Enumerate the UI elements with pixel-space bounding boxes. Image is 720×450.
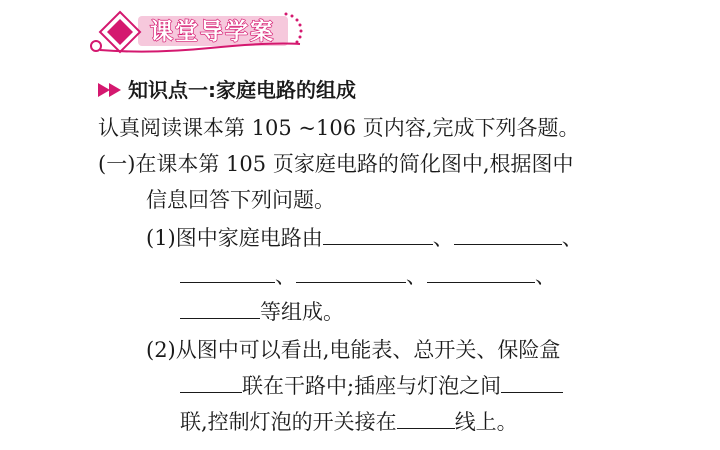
answer-blank[interactable] bbox=[397, 410, 455, 429]
section-heading-text: 知识点一:家庭电路的组成 bbox=[128, 78, 356, 102]
answer-blank[interactable] bbox=[180, 374, 242, 393]
intro-text: 认真阅读课本第 105 ~106 页内容,完成下列各题。 bbox=[98, 116, 580, 140]
q1-line1 bbox=[146, 224, 583, 252]
answer-blank[interactable] bbox=[180, 264, 275, 283]
answer-blank[interactable] bbox=[323, 226, 433, 245]
q2-line3 bbox=[180, 408, 518, 436]
q1-line3 bbox=[180, 298, 344, 326]
answer-blank[interactable] bbox=[296, 264, 406, 283]
separator: 、 bbox=[432, 226, 454, 250]
answer-blank[interactable] bbox=[454, 226, 562, 245]
separator: 、 bbox=[561, 226, 583, 250]
answer-blank[interactable] bbox=[501, 374, 563, 393]
part1-line2: 信息回答下列问题。 bbox=[146, 188, 335, 212]
section-heading bbox=[98, 76, 356, 104]
q2-line2 bbox=[180, 372, 563, 400]
q2-line3b: 线上。 bbox=[454, 410, 518, 434]
q1-prefix: (1)图中家庭电路由 bbox=[146, 226, 323, 250]
banner-title: 课堂导学案 bbox=[150, 19, 275, 45]
part1-line1: (一)在课本第 105 页家庭电路的简化图中,根据图中 bbox=[98, 152, 574, 176]
separator: 、 bbox=[535, 264, 556, 288]
q1-line2 bbox=[180, 262, 556, 290]
ring-icon bbox=[91, 41, 101, 51]
q2-line3a: 联,控制灯泡的开关接在 bbox=[180, 410, 397, 434]
separator: 、 bbox=[406, 264, 427, 288]
answer-blank[interactable] bbox=[180, 300, 260, 319]
q2-mid1: 联在干路中;插座与灯泡之间 bbox=[242, 374, 502, 398]
double-arrow-icon bbox=[98, 81, 124, 99]
q1-end: 等组成。 bbox=[260, 300, 344, 324]
separator: 、 bbox=[275, 264, 296, 288]
answer-blank[interactable] bbox=[427, 264, 535, 283]
q2-line1: (2)从图中可以看出,电能表、总开关、保险盒 bbox=[146, 338, 561, 362]
